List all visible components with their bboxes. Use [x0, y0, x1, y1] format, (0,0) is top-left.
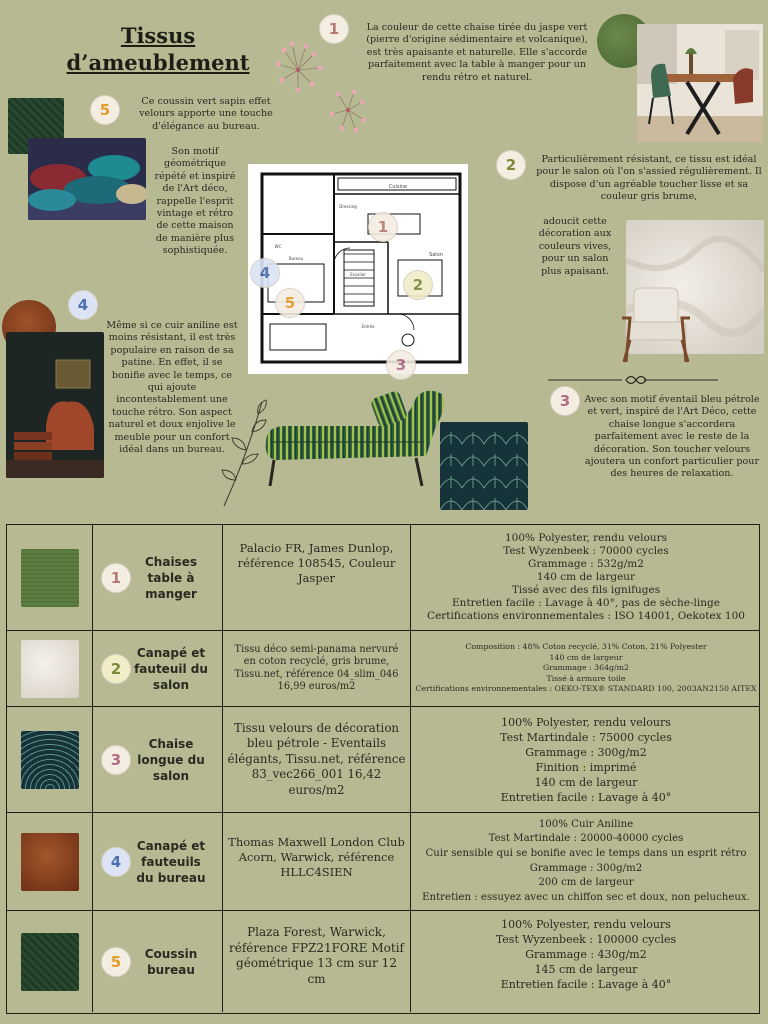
spec-line: Test Wyzenbeek : 70000 cycles: [503, 545, 669, 557]
divider-ornament: [548, 372, 718, 388]
spec-line: 100% Polyester, rendu velours: [504, 532, 667, 544]
spec-line: Entretien facile : Lavage à 40°: [500, 978, 672, 991]
text-chair-description: La couleur de cette chaise tirée du jaspe vert (pierre d'origine sédimentaire et volcanique), est très apaisante et naturelle. Elle s'accorde parfaitement avec la table à manger pour un rendu rétro et naturel.: [366, 22, 588, 83]
dining-room-photo: [637, 24, 763, 142]
row-name: Chaise longue du salon: [137, 736, 205, 783]
table-row: [7, 813, 759, 911]
plan-badge-4: 4: [250, 258, 280, 288]
floor-plan: [248, 164, 468, 374]
text-cushion-description: Ce coussin vert sapin effet velours apporte une touche d'élégance au bureau.: [139, 96, 273, 132]
row-name: Canapé et fauteuils du bureau: [136, 838, 206, 885]
table-row: [7, 525, 759, 631]
spec-line: Certifications environnementales : OEKO-TEX® STANDARD 100, 2003AN2150 AITEX: [415, 684, 757, 694]
spec-line: Grammage : 532g/m2: [528, 558, 644, 570]
row-badge: 3: [101, 745, 131, 775]
row-badge: 5: [101, 947, 131, 977]
table-row: [7, 911, 759, 1012]
spec-line: Grammage : 430g/m2: [525, 948, 647, 961]
badge-5: 5: [90, 95, 120, 125]
spec-line: Test Wyzenbeek : 100000 cycles: [495, 933, 677, 946]
row-name: Chaises table à manger: [145, 554, 197, 601]
text-chaise-longue-description: Avec son motif éventail bleu pétrole et vert, inspiré de l'Art Déco, cette chaise longue s'accordera parfaitement avec le reste de la décoration. Son toucher velours ajoutera un confort particulier pour des heures de relaxation.: [584, 394, 760, 480]
spec-line: 100% Cuir Aniline: [538, 818, 634, 830]
plan-label-wc: WC: [274, 244, 282, 249]
badge-2: 2: [496, 150, 526, 180]
spec-line: Entretien facile : Lavage à 40°: [500, 790, 672, 804]
badge-3: 3: [550, 386, 580, 416]
spec-line: 140 cm de largeur: [549, 652, 623, 662]
spec-line: Grammage : 300g/m2: [529, 862, 643, 874]
spec-line: Entretien : essuyez avec un chiffon sec et doux, non pelucheux.: [422, 891, 750, 903]
plan-label-escalier: Escalier: [350, 272, 366, 277]
spec-line: 100% Polyester, rendu velours: [501, 918, 671, 931]
spec-line: 140 cm de largeur: [536, 571, 636, 583]
spec-line: 145 cm de largeur: [534, 963, 638, 976]
spec-line: Tissé avec des fils ignifuges: [511, 584, 661, 596]
row-reference: Tissu velours de décoration bleu pétrole - Eventails élégants, Tissu.net, référence 83_vec266_001 16,42 euros/m2: [227, 720, 406, 797]
row-swatch-mist-grey: [21, 640, 79, 698]
badge-1: 1: [319, 14, 349, 44]
spec-line: Finition : imprimé: [535, 760, 637, 774]
spec-line: Certifications environnementales : ISO 14001, Oekotex 100: [427, 610, 745, 622]
plan-badge-3: 3: [386, 350, 416, 380]
plan-label-bureau: Bureau: [288, 256, 304, 261]
plan-label-salon: Salon: [429, 252, 443, 258]
row-reference: Tissu déco semi-panama nervuré en coton recyclé, gris brume, Tissu.net, référence 04_slim_046 16,99 euros/m2: [234, 644, 399, 692]
row-swatch-forest: [21, 933, 79, 991]
cushions-photo: [28, 138, 146, 220]
spec-line: 100% Polyester, rendu velours: [501, 715, 671, 729]
table-row: [7, 707, 759, 813]
spec-line: Composition : 48% Coton recyclé, 31% Coton, 21% Polyester: [465, 642, 707, 652]
chaise-longue-illustration: [256, 386, 450, 494]
plan-badge-2: 2: [403, 270, 433, 300]
page-title: Tissus d’ameublement: [66, 23, 250, 75]
spec-line: Test Martindale : 20000-40000 cycles: [488, 833, 684, 845]
table-row: [7, 631, 759, 707]
row-reference: Plaza Forest, Warwick, référence FPZ21FORE Motif géométrique 13 cm sur 12 cm: [229, 925, 404, 986]
spec-line: Grammage : 364g/m2: [542, 663, 630, 673]
row-badge: 2: [101, 654, 131, 684]
spec-line: Cuir sensible qui se bonifie avec le temps dans un esprit rétro: [425, 847, 747, 859]
plan-badge-5: 5: [275, 288, 305, 318]
text-sofa-description: Particulièrement résistant, ce tissu est idéal pour le salon où l'on s'assied régulièrement. Il dispose d'un agréable toucher lisse et sa couleur gris brume,: [536, 154, 762, 203]
text-cushion-pattern: Son motif géométrique répété et inspiré de l'Art déco, rappelle l'esprit vintage et rétro de cette maison de manière plus sophistiquée.: [154, 146, 236, 257]
row-reference: Thomas Maxwell London Club Acorn, Warwick, référence HLLC4SIEN: [228, 835, 405, 879]
plan-badge-1: 1: [368, 212, 398, 242]
spec-line: 140 cm de largeur: [534, 775, 638, 789]
teal-fan-fabric-swatch: [440, 422, 528, 510]
row-swatch-teal-fan: [21, 731, 79, 789]
row-badge: 4: [101, 847, 131, 877]
spec-line: Tissé à armure toile: [546, 673, 626, 683]
plan-label-cuisine: Cuisine: [388, 184, 408, 190]
spec-line: Grammage : 300g/m2: [525, 745, 647, 759]
spec-line: 200 cm de largeur: [538, 877, 634, 889]
row-reference: Palacio FR, James Dunlop, référence 108545, Couleur Jasper: [237, 541, 396, 585]
row-name: Coussin bureau: [144, 946, 198, 977]
office-leather-photo: [6, 332, 104, 478]
row-swatch-jasper: [21, 549, 79, 607]
text-sofa-colour: adoucit cette décoration aux couleurs vives, pour un salon plus apaisant.: [538, 216, 612, 277]
plan-label-entree: Entrée: [361, 324, 375, 329]
row-swatch-cognac: [21, 833, 79, 891]
row-badge: 1: [101, 563, 131, 593]
plan-label-dressing: Dressing: [339, 204, 357, 209]
spec-line: Entretien facile : Lavage à 40°, pas de sèche-linge: [452, 597, 720, 609]
row-name: Canapé et fauteuil du salon: [134, 645, 208, 692]
badge-4: 4: [68, 290, 98, 320]
text-leather-description: Même si ce cuir aniline est moins résistant, il est très populaire en raison de sa patine. En effet, il se bonifie avec le temps, ce qui ajoute incontestablement une touche rétro. Son aspect naturel et doux enjolive le meuble pour un confort idéal dans un bureau.: [106, 320, 238, 456]
fabric-specs-table: [6, 524, 760, 1014]
armchair-illustration: [612, 282, 700, 364]
spec-line: Test Martindale : 75000 cycles: [500, 730, 672, 744]
